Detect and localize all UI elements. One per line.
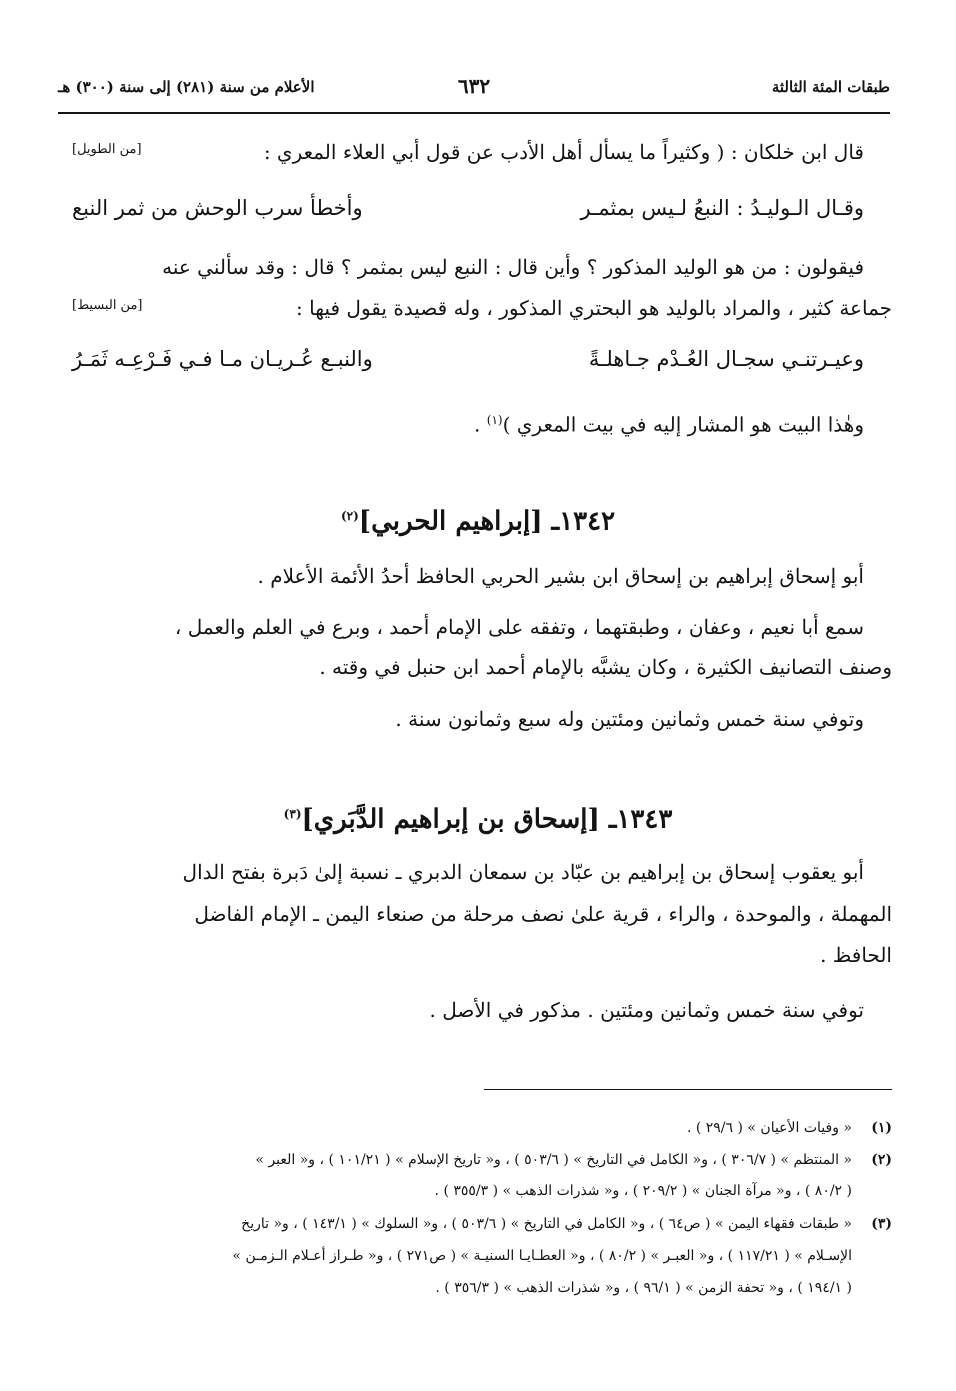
meter-label: [من الطويل] [72, 142, 142, 157]
page-number: ٦٣٢ [457, 74, 491, 98]
footnote-number: (٣) [871, 1216, 892, 1232]
entry-title-1342 [0, 496, 956, 542]
footnote-ref: (١) [486, 413, 503, 427]
footnote-ref: (٢) [340, 509, 359, 523]
body-line: سمع أبا نعيم ، وعفان ، وطبقتهما ، وتفقه على الإمام أحمد ، وبرع في العلم والعمل ، [174, 615, 864, 639]
footnote-number: (١) [871, 1120, 892, 1136]
entry-title-text: ١٣٤٣ـ [إسحاق بن إبراهيم الدَّبَري] [301, 804, 673, 835]
footnote-text: « وفيات الأعيان » ( ٢٩/٦ ) . [686, 1120, 852, 1136]
footnote-text: ( ١٩٤/١ ) ، و« تحفة الزمن » ( ٩٦/١ ) ، و« شذرات الذهب » ( ٣٥٦/٣ ) . [435, 1280, 852, 1296]
footnote-text: « المنتظم » ( ٣٠٦/٧ ) ، و« الكامل في التاريخ » ( ٥٠٣/٦ ) ، و« تاريخ الإسلام » ( ١٠١/٢١ ) ، و« العبر » [255, 1152, 852, 1168]
verse-second-hemistich: وأخطأ سرب الوحش من ثمر النبع [72, 196, 363, 220]
footnote-text: الإسـلام » ( ١١٧/٢١ ) ، و« العبـر » ( ٨٠/٢ ) ، و« العطـايـا السنيـة » ( ص٢٧١ ) ، و« طـراز أعـلام الـزمـن » [232, 1248, 852, 1264]
entry-title-text: ١٣٤٢ـ [إبراهيم الحربي] [358, 506, 616, 537]
quote-end-text: وهٰذا البيت هو المشار إليه في بيت المعري ) [502, 412, 864, 437]
verse-first-hemistich: وعيـرتنـي سجـال العُـدْم جـاهلـةً [588, 347, 864, 371]
body-line: المهملة ، والموحدة ، والراء ، قرية علىٰ نصف مرحلة من صنعاء اليمن ـ الإمام الفاضل [194, 902, 892, 926]
verse-second-hemistich: والنبـع عُـريـان مـا فـي فَـرْعِـه ثَمَـرُ [72, 347, 373, 371]
body-line: أبو يعقوب إسحاق بن إبراهيم بن عبّاد بن سمعان الدبري ـ نسبة إلىٰ دَبرة بفتح الدال [182, 860, 864, 884]
body-line [64, 405, 864, 440]
header-range-title: الأعلام من سنة (٢٨١) إلى سنة (٣٠٠) هـ [58, 78, 315, 96]
body-line: وصنف التصانيف الكثيرة ، وكان يشبَّه بالإمام أحمد ابن حنبل في وقته . [319, 655, 892, 679]
body-line: أبو إسحاق إبراهيم بن إسحاق ابن بشير الحربي الحافظ أحدُ الأئمة الأعلام . [257, 564, 864, 588]
footnote-ref: (٣) [283, 807, 302, 821]
body-line: الحافظ . [820, 943, 892, 967]
body-line: وتوفي سنة خمس وثمانين ومئتين وله سبع وثمانون سنة . [395, 707, 864, 731]
verse-first-hemistich: وقـال الـوليـدُ : النبعُ لـيس بمثمـر [580, 196, 864, 220]
footnote-number: (٢) [871, 1152, 892, 1168]
meter-label: [من البسيط] [72, 298, 143, 313]
body-line: فيقولون : من هو الوليد المذكور ؟ وأين قال : النبع ليس بمثمر ؟ قال : وقد سألني عنه [162, 255, 864, 279]
body-line: توفي سنة خمس وثمانين ومئتين . مذكور في الأصل . [429, 998, 864, 1022]
footnote-text: ( ٨٠/٢ ) ، و« مرآة الجنان » ( ٢٠٩/٢ ) ، و« شذرات الذهب » ( ٣٥٥/٣ ) . [434, 1183, 852, 1199]
body-line: جماعة كثير ، والمراد بالوليد هو البحتري المذكور ، وله قصيدة يقول فيها : [296, 296, 892, 320]
line-end: . [474, 412, 487, 437]
running-header [58, 74, 890, 114]
entry-title-1343 [0, 794, 956, 840]
footnote-rule [484, 1089, 892, 1090]
header-section-title: طبقات المئة الثالثة [771, 78, 890, 96]
body-line: قال ابن خلكان : ( وكثيراً ما يسأل أهل الأدب عن قول أبي العلاء المعري : [263, 140, 864, 164]
header-rule [58, 112, 890, 114]
footnote-text: « طبقات فقهاء اليمن » ( ص٦٤ ) ، و« الكامل في التاريخ » ( ٥٠٣/٦ ) ، و« السلوك » ( ١٤٣/١ ) ، و« تاريخ [241, 1216, 852, 1232]
